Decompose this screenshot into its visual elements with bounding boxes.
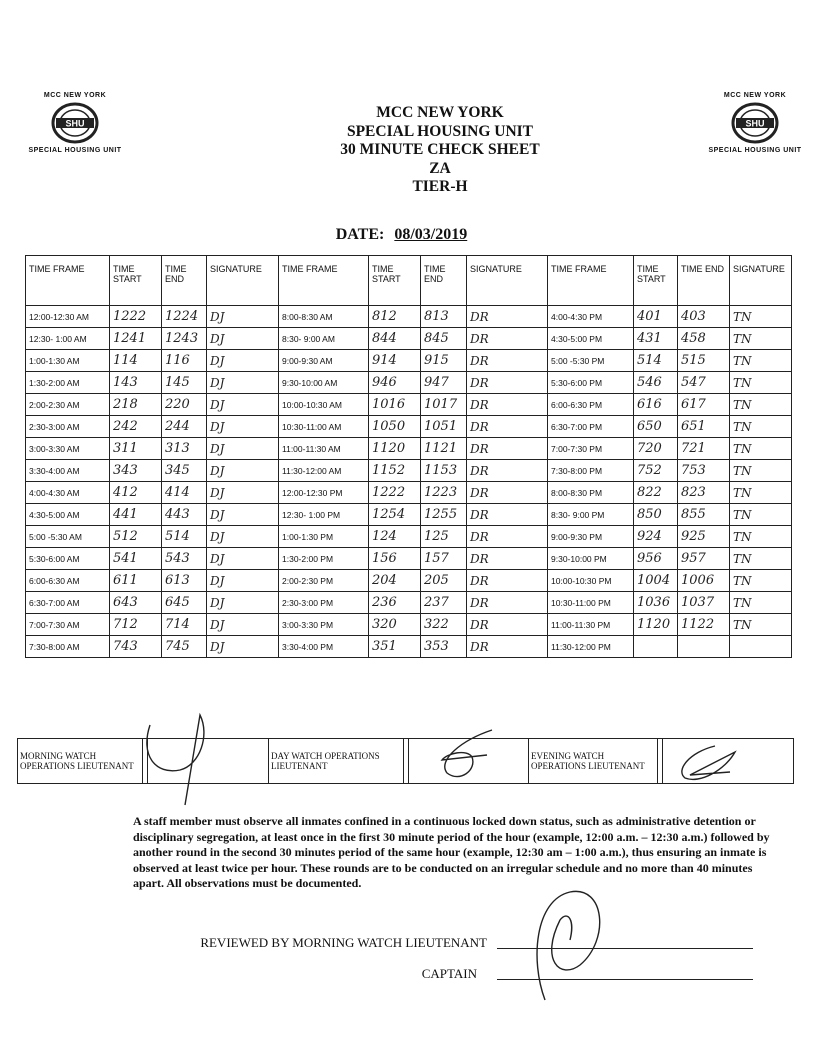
cell-signature[interactable]: DR <box>467 482 548 504</box>
cell-signature[interactable]: DJ <box>207 460 279 482</box>
cell-time-end[interactable]: 1153 <box>421 460 467 482</box>
cell-time-start[interactable]: 343 <box>110 460 162 482</box>
evening-watch-label: EVENING WATCH OPERATIONS LIEUTENANT <box>529 739 658 784</box>
cell-signature[interactable] <box>730 636 792 658</box>
cell-time-end[interactable]: 957 <box>678 548 730 570</box>
cell-time-frame: 8:00-8:30 AM <box>279 306 369 328</box>
cell-time-start[interactable]: 311 <box>110 438 162 460</box>
cell-signature[interactable]: DR <box>467 592 548 614</box>
cell-signature[interactable]: DJ <box>207 526 279 548</box>
header-signature: SIGNATURE <box>730 256 792 306</box>
cell-time-end[interactable]: 753 <box>678 460 730 482</box>
cell-time-frame: 6:00-6:30 PM <box>548 394 634 416</box>
cell-time-end[interactable]: 925 <box>678 526 730 548</box>
captain-signature-line[interactable] <box>497 979 753 980</box>
cell-signature[interactable]: TN <box>730 438 792 460</box>
table-row <box>26 328 792 350</box>
header-signature: SIGNATURE <box>467 256 548 306</box>
cell-time-end[interactable]: 855 <box>678 504 730 526</box>
cell-time-start[interactable]: 650 <box>634 416 678 438</box>
watch-signature-table <box>17 738 794 784</box>
cell-time-start[interactable]: 218 <box>110 394 162 416</box>
cell-time-start[interactable]: 1016 <box>369 394 421 416</box>
table-row <box>26 636 792 658</box>
cell-time-end[interactable]: 721 <box>678 438 730 460</box>
cell-time-frame: 2:00-2:30 AM <box>26 394 110 416</box>
cell-time-frame: 7:30-8:00 AM <box>26 636 110 658</box>
cell-signature[interactable]: DJ <box>207 548 279 570</box>
table-row <box>26 350 792 372</box>
cell-time-end[interactable]: 543 <box>162 548 207 570</box>
cell-time-start[interactable]: 412 <box>110 482 162 504</box>
cell-time-frame: 2:00-2:30 PM <box>279 570 369 592</box>
cell-time-end[interactable]: 220 <box>162 394 207 416</box>
header-time-start: TIME START <box>369 256 421 306</box>
cell-time-start[interactable]: 822 <box>634 482 678 504</box>
cell-time-end[interactable]: 237 <box>421 592 467 614</box>
cell-time-frame: 8:30- 9:00 PM <box>548 504 634 526</box>
cell-time-start[interactable]: 1120 <box>634 614 678 636</box>
day-watch-label: DAY WATCH OPERATIONS LIEUTENANT <box>269 739 404 784</box>
cell-signature[interactable]: DR <box>467 614 548 636</box>
cell-time-frame: 10:00-10:30 PM <box>548 570 634 592</box>
cell-time-end[interactable]: 645 <box>162 592 207 614</box>
cell-time-start[interactable]: 242 <box>110 416 162 438</box>
logo-top-text: MCC NEW YORK <box>43 92 107 99</box>
cell-time-frame: 12:00-12:30 PM <box>279 482 369 504</box>
cell-signature[interactable]: DJ <box>207 394 279 416</box>
cell-time-end[interactable]: 714 <box>162 614 207 636</box>
cell-time-start[interactable]: 1152 <box>369 460 421 482</box>
cell-time-start[interactable]: 616 <box>634 394 678 416</box>
header-time-end: TIME END <box>421 256 467 306</box>
cell-signature[interactable]: DR <box>467 636 548 658</box>
cell-time-frame: 9:30-10:00 PM <box>548 548 634 570</box>
cell-time-frame: 8:00-8:30 PM <box>548 482 634 504</box>
shu-logo-left <box>20 92 130 154</box>
cell-signature[interactable]: DR <box>467 350 548 372</box>
cell-time-frame: 11:00-11:30 AM <box>279 438 369 460</box>
header-time-start: TIME START <box>634 256 678 306</box>
cell-time-frame: 3:00-3:30 AM <box>26 438 110 460</box>
cell-time-start[interactable]: 611 <box>110 570 162 592</box>
cell-time-start[interactable]: 441 <box>110 504 162 526</box>
cell-time-frame: 10:30-11:00 AM <box>279 416 369 438</box>
cell-signature[interactable]: DJ <box>207 504 279 526</box>
table-row <box>26 482 792 504</box>
cell-time-frame: 11:00-11:30 PM <box>548 614 634 636</box>
header-time-frame: TIME FRAME <box>26 256 110 306</box>
day-watch-signature[interactable] <box>409 739 529 784</box>
header-time-frame: TIME FRAME <box>548 256 634 306</box>
cell-time-end[interactable]: 157 <box>421 548 467 570</box>
cell-time-end[interactable]: 443 <box>162 504 207 526</box>
cell-time-start[interactable]: 743 <box>110 636 162 658</box>
cell-time-start[interactable]: 401 <box>634 306 678 328</box>
cell-signature[interactable]: DR <box>467 328 548 350</box>
cell-time-end[interactable]: 613 <box>162 570 207 592</box>
cell-time-start[interactable]: 1254 <box>369 504 421 526</box>
cell-signature[interactable]: DJ <box>207 416 279 438</box>
cell-time-end[interactable]: 403 <box>678 306 730 328</box>
cell-time-frame: 3:30-4:00 PM <box>279 636 369 658</box>
cell-signature[interactable]: TN <box>730 306 792 328</box>
table-row <box>26 548 792 570</box>
cell-time-end[interactable]: 125 <box>421 526 467 548</box>
cell-signature[interactable]: DR <box>467 306 548 328</box>
cell-signature[interactable]: DR <box>467 372 548 394</box>
cell-signature[interactable]: TN <box>730 372 792 394</box>
date-label: DATE: <box>335 226 385 243</box>
header-time-frame: TIME FRAME <box>279 256 369 306</box>
cell-signature[interactable]: DJ <box>207 636 279 658</box>
cell-signature[interactable]: DJ <box>207 592 279 614</box>
cell-time-frame: 12:00-12:30 AM <box>26 306 110 328</box>
table-row <box>26 460 792 482</box>
cell-time-end[interactable]: 1255 <box>421 504 467 526</box>
cell-time-frame: 5:30-6:00 AM <box>26 548 110 570</box>
cell-signature[interactable]: DR <box>467 504 548 526</box>
header-time-end: TIME END <box>678 256 730 306</box>
cell-time-frame: 12:30- 1:00 AM <box>26 328 110 350</box>
logo-bottom-text: SPECIAL HOUSING UNIT <box>28 147 122 154</box>
captain-row <box>0 966 477 984</box>
cell-time-start[interactable]: 712 <box>110 614 162 636</box>
cell-time-end[interactable]: 145 <box>162 372 207 394</box>
reviewed-by-row <box>0 935 487 953</box>
cell-signature[interactable]: TN <box>730 548 792 570</box>
cell-time-start[interactable]: 643 <box>110 592 162 614</box>
table-row <box>26 570 792 592</box>
cell-signature[interactable]: DR <box>467 394 548 416</box>
header-time-start: TIME START <box>110 256 162 306</box>
cell-time-frame: 4:30-5:00 PM <box>548 328 634 350</box>
cell-time-end[interactable]: 823 <box>678 482 730 504</box>
morning-watch-signature[interactable] <box>148 739 269 784</box>
cell-time-frame: 9:30-10:00 AM <box>279 372 369 394</box>
instructions-paragraph: A staff member must observe all inmates confined in a continuous locked down status, such as administrative detention or disciplinary segregation, at least once in the first 30 minute period of the hour (example, 12:00 a.m. – 12:30 a.m.) followed by another round in the second 30 minutes period of the same hour (example, 12:30 am – 1:00 a.m.), thus ensuring an inmate is observed at least twice per hour. These rounds are to be conducted on an irregular schedule and no more than 40 minutes apart. All observations must be documented. <box>133 814 770 890</box>
cell-time-end[interactable]: 1121 <box>421 438 467 460</box>
cell-signature[interactable]: TN <box>730 592 792 614</box>
cell-time-frame: 7:30-8:00 PM <box>548 460 634 482</box>
cell-time-frame: 5:00 -5:30 PM <box>548 350 634 372</box>
cell-time-start[interactable]: 850 <box>634 504 678 526</box>
cell-time-start[interactable]: 956 <box>634 548 678 570</box>
cell-time-start[interactable]: 812 <box>369 306 421 328</box>
cell-time-frame: 4:00-4:30 PM <box>548 306 634 328</box>
cell-time-start[interactable] <box>634 636 678 658</box>
cell-time-start[interactable]: 1241 <box>110 328 162 350</box>
cell-time-frame: 6:30-7:00 AM <box>26 592 110 614</box>
cell-time-end[interactable]: 514 <box>162 526 207 548</box>
cell-time-frame: 3:00-3:30 PM <box>279 614 369 636</box>
cell-signature[interactable]: DR <box>467 570 548 592</box>
cell-time-start[interactable]: 1222 <box>369 482 421 504</box>
date-value: 08/03/2019 <box>394 226 468 243</box>
logo-bottom-text: SPECIAL HOUSING UNIT <box>708 147 802 154</box>
cell-time-frame: 3:30-4:00 AM <box>26 460 110 482</box>
morning-watch-label: MORNING WATCH OPERATIONS LIEUTENANT <box>18 739 143 784</box>
cell-time-end[interactable]: 414 <box>162 482 207 504</box>
cell-signature[interactable]: DR <box>467 460 548 482</box>
cell-time-start[interactable]: 156 <box>369 548 421 570</box>
cell-time-start[interactable]: 236 <box>369 592 421 614</box>
cell-time-end[interactable]: 1017 <box>421 394 467 416</box>
cell-time-end[interactable]: 617 <box>678 394 730 416</box>
cell-signature[interactable]: DJ <box>207 614 279 636</box>
shu-seal-icon <box>50 101 100 145</box>
cell-time-frame: 9:00-9:30 PM <box>548 526 634 548</box>
cell-time-frame: 10:00-10:30 AM <box>279 394 369 416</box>
table-row <box>26 592 792 614</box>
table-row <box>26 526 792 548</box>
cell-time-end[interactable]: 1223 <box>421 482 467 504</box>
cell-time-start[interactable]: 124 <box>369 526 421 548</box>
cell-time-start[interactable]: 541 <box>110 548 162 570</box>
cell-time-end[interactable]: 1006 <box>678 570 730 592</box>
cell-time-frame: 8:30- 9:00 AM <box>279 328 369 350</box>
cell-time-start[interactable]: 946 <box>369 372 421 394</box>
header-time-end: TIME END <box>162 256 207 306</box>
cell-time-end[interactable]: 244 <box>162 416 207 438</box>
cell-time-frame: 9:00-9:30 AM <box>279 350 369 372</box>
shu-seal-icon <box>730 101 780 145</box>
cell-signature[interactable]: DJ <box>207 328 279 350</box>
cell-time-start[interactable]: 512 <box>110 526 162 548</box>
cell-time-end[interactable]: 845 <box>421 328 467 350</box>
table-row <box>26 504 792 526</box>
reviewed-by-label: REVIEWED BY MORNING WATCH LIEUTENANT <box>200 935 487 950</box>
cell-time-end[interactable]: 547 <box>678 372 730 394</box>
cell-time-frame: 2:30-3:00 AM <box>26 416 110 438</box>
cell-time-start[interactable]: 924 <box>634 526 678 548</box>
table-row <box>26 372 792 394</box>
table-row <box>26 416 792 438</box>
title-line-1: MCC NEW YORK <box>376 104 504 121</box>
date-line <box>0 226 813 244</box>
cell-time-frame: 5:30-6:00 PM <box>548 372 634 394</box>
table-row <box>26 394 792 416</box>
cell-time-end[interactable]: 745 <box>162 636 207 658</box>
cell-signature[interactable]: DJ <box>207 570 279 592</box>
reviewer-signature-mark <box>520 880 615 1005</box>
cell-time-start[interactable]: 546 <box>634 372 678 394</box>
cell-time-end[interactable]: 515 <box>678 350 730 372</box>
svg-text:SHU: SHU <box>745 118 765 129</box>
cell-time-end[interactable]: 813 <box>421 306 467 328</box>
title-line-4: ZA <box>429 159 451 177</box>
cell-time-start[interactable]: 752 <box>634 460 678 482</box>
cell-time-frame: 7:00-7:30 PM <box>548 438 634 460</box>
cell-time-frame: 11:30-12:00 AM <box>279 460 369 482</box>
cell-time-frame: 7:00-7:30 AM <box>26 614 110 636</box>
title-line-3: 30 MINUTE CHECK SHEET <box>340 141 540 158</box>
cell-time-start[interactable]: 1120 <box>369 438 421 460</box>
cell-signature[interactable]: TN <box>730 328 792 350</box>
table-row <box>26 306 792 328</box>
cell-time-start[interactable]: 351 <box>369 636 421 658</box>
cell-signature[interactable]: TN <box>730 504 792 526</box>
logo-top-text: MCC NEW YORK <box>723 92 787 99</box>
cell-time-start[interactable]: 143 <box>110 372 162 394</box>
header-signature: SIGNATURE <box>207 256 279 306</box>
cell-time-frame: 5:00 -5:30 AM <box>26 526 110 548</box>
cell-time-start[interactable]: 514 <box>634 350 678 372</box>
cell-time-end[interactable]: 345 <box>162 460 207 482</box>
cell-time-frame: 11:30-12:00 PM <box>548 636 634 658</box>
cell-signature[interactable]: TN <box>730 350 792 372</box>
cell-signature[interactable]: TN <box>730 614 792 636</box>
cell-time-end[interactable]: 1051 <box>421 416 467 438</box>
cell-time-start[interactable]: 1222 <box>110 306 162 328</box>
cell-time-end[interactable]: 458 <box>678 328 730 350</box>
cell-time-frame: 4:30-5:00 AM <box>26 504 110 526</box>
table-row <box>26 438 792 460</box>
cell-time-end[interactable]: 313 <box>162 438 207 460</box>
captain-label: CAPTAIN <box>421 966 477 981</box>
table-header-row <box>26 256 792 306</box>
title-line-2: SPECIAL HOUSING UNIT <box>346 122 534 140</box>
svg-text:SHU: SHU <box>65 118 85 129</box>
cell-time-start[interactable]: 431 <box>634 328 678 350</box>
cell-time-end[interactable]: 353 <box>421 636 467 658</box>
shu-logo-right <box>700 92 810 154</box>
check-log-table <box>25 255 792 658</box>
cell-time-start[interactable]: 720 <box>634 438 678 460</box>
cell-time-frame: 1:30-2:00 AM <box>26 372 110 394</box>
cell-time-end[interactable]: 1243 <box>162 328 207 350</box>
cell-time-frame: 1:00-1:30 AM <box>26 350 110 372</box>
cell-time-frame: 10:30-11:00 PM <box>548 592 634 614</box>
table-row <box>26 614 792 636</box>
cell-time-frame: 2:30-3:00 PM <box>279 592 369 614</box>
watch-row <box>18 739 794 784</box>
cell-signature[interactable]: DJ <box>207 306 279 328</box>
cell-time-end[interactable]: 1037 <box>678 592 730 614</box>
cell-time-frame: 6:00-6:30 AM <box>26 570 110 592</box>
cell-time-end[interactable]: 1224 <box>162 306 207 328</box>
cell-time-start[interactable]: 844 <box>369 328 421 350</box>
cell-time-end[interactable]: 915 <box>421 350 467 372</box>
cell-time-start[interactable]: 1050 <box>369 416 421 438</box>
cell-signature[interactable]: DR <box>467 526 548 548</box>
cell-signature[interactable]: DR <box>467 438 548 460</box>
cell-time-frame: 6:30-7:00 PM <box>548 416 634 438</box>
cell-time-end[interactable]: 205 <box>421 570 467 592</box>
cell-time-start[interactable]: 204 <box>369 570 421 592</box>
title-line-5: TIER-H <box>412 178 468 195</box>
cell-time-start[interactable]: 320 <box>369 614 421 636</box>
cell-time-end[interactable]: 322 <box>421 614 467 636</box>
cell-time-start[interactable]: 1036 <box>634 592 678 614</box>
cell-time-frame: 4:00-4:30 AM <box>26 482 110 504</box>
cell-signature[interactable]: TN <box>730 394 792 416</box>
cell-signature[interactable]: TN <box>730 570 792 592</box>
cell-signature[interactable]: DJ <box>207 438 279 460</box>
cell-time-start[interactable]: 114 <box>110 350 162 372</box>
cell-time-end[interactable] <box>678 636 730 658</box>
cell-signature[interactable]: TN <box>730 416 792 438</box>
cell-time-end[interactable]: 947 <box>421 372 467 394</box>
cell-time-start[interactable]: 914 <box>369 350 421 372</box>
cell-time-start[interactable]: 1004 <box>634 570 678 592</box>
cell-signature[interactable]: TN <box>730 526 792 548</box>
cell-signature[interactable]: TN <box>730 460 792 482</box>
document-title <box>250 104 630 197</box>
cell-signature[interactable]: TN <box>730 482 792 504</box>
cell-signature[interactable]: DJ <box>207 350 279 372</box>
cell-signature[interactable]: DR <box>467 416 548 438</box>
cell-time-frame: 12:30- 1:00 PM <box>279 504 369 526</box>
cell-time-frame: 1:30-2:00 PM <box>279 548 369 570</box>
cell-time-end[interactable]: 651 <box>678 416 730 438</box>
cell-time-end[interactable]: 1122 <box>678 614 730 636</box>
evening-watch-signature[interactable] <box>663 739 794 784</box>
cell-signature[interactable]: DJ <box>207 482 279 504</box>
cell-signature[interactable]: DJ <box>207 372 279 394</box>
cell-signature[interactable]: DR <box>467 548 548 570</box>
reviewed-by-signature-line[interactable] <box>497 948 753 949</box>
cell-time-end[interactable]: 116 <box>162 350 207 372</box>
cell-time-frame: 1:00-1:30 PM <box>279 526 369 548</box>
